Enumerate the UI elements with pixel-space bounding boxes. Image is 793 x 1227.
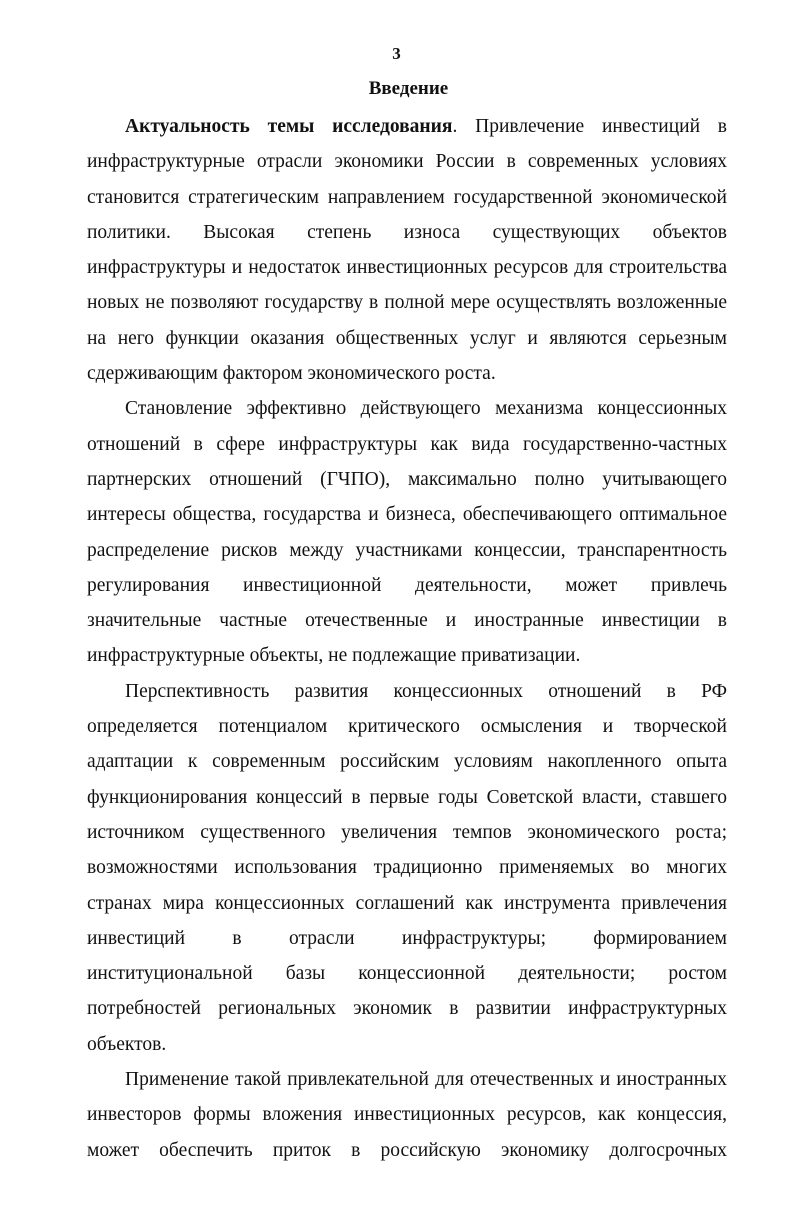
paragraph-4: [87, 1062, 727, 1168]
body-text: [87, 109, 727, 1168]
paragraph-3: [87, 674, 727, 1062]
paragraph-text: Перспективность развития концессионных отношений в РФ определяется потенциалом критического осмысления и творческой адаптации к современным российским условиям накопленного опыта функционирования концессий в первые годы Советской власти, ставшего источником существенного увеличения темпов экономического роста; возможностями использования традиционно применяемых во многих странах мира концессионных соглашений как инструмента привлечения инвестиций в отрасли инфраструктуры; формированием институциональной базы концессионной деятельности; ростом потребностей региональных экономик в развитии инфраструктурных объектов.: [87, 680, 727, 1055]
paragraph-2: [87, 391, 727, 673]
paragraph-lead: Актуальность темы исследования: [125, 116, 453, 137]
section-title: Введение: [368, 78, 449, 99]
paragraph-text: Применение такой привлекательной для отечественных и иностранных инвесторов формы вложения инвестиционных ресурсов, как концессия, может обеспечить приток в российскую экономику долгосрочных: [87, 1069, 727, 1161]
paragraph-text: Становление эффективно действующего механизма концессионных отношений в сфере инфраструктуры как вида государственно-частных партнерских отношений (ГЧПО), максимально полно учитывающего интересы общества, государства и бизнеса, обеспечивающего оптимальное распределение рисков между участниками концессии, транспарентность регулирования инвестиционной деятельности, может привлечь значительные частные отечественные и иностранные инвестиции в инфраструктурные объекты, не подлежащие приватизации.: [87, 398, 727, 667]
paragraph-text: . Привлечение инвестиций в инфраструктурные отрасли экономики России в современных условиях становится стратегическим направлением государственной экономической политики. Высокая степень износа существующих объектов инфраструктуры и недостаток инвестиционных ресурсов для строительства новых не позволяют государству в полной мере осуществлять возложенные на него функции оказания общественных услуг и являются серьезным сдерживающим фактором экономического роста.: [87, 116, 728, 385]
paragraph-1: [87, 109, 727, 391]
page-number: 3: [392, 44, 401, 63]
